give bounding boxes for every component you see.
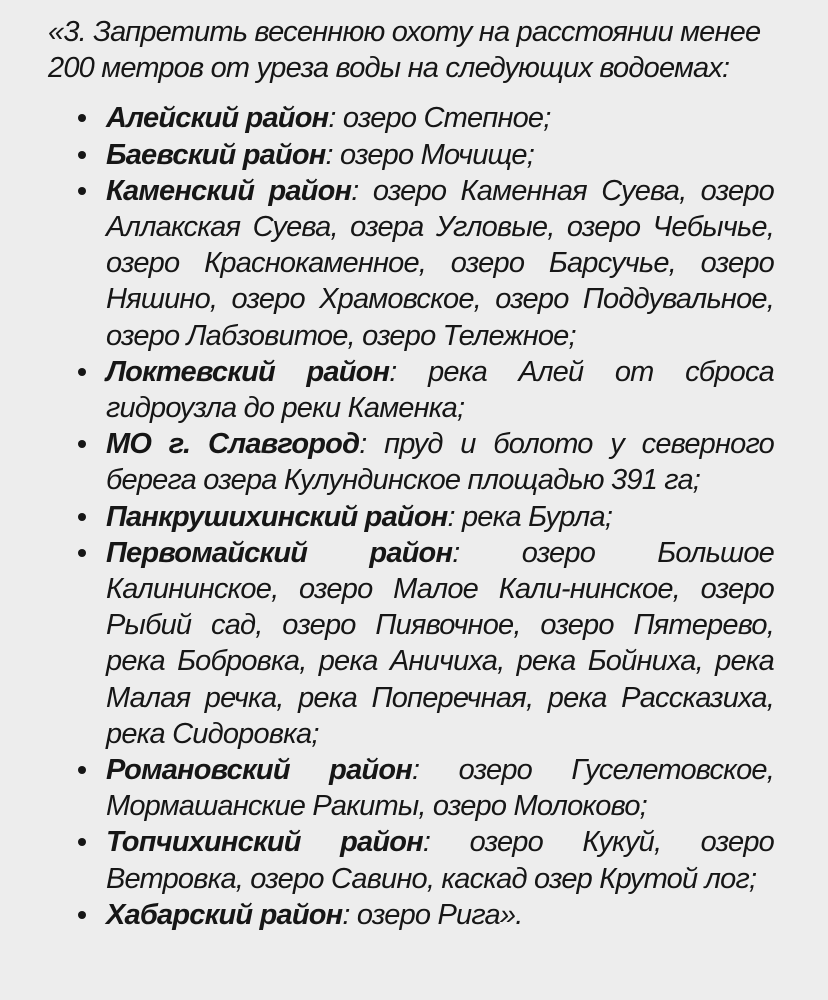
list-item bbox=[48, 426, 774, 498]
list-item bbox=[48, 752, 774, 824]
district-name: Каменский район bbox=[106, 174, 352, 207]
district-waters: : озеро Степное; bbox=[328, 102, 551, 135]
district-waters: : озеро Каменная Суева, озеро Аллакская Суева, озера Угловые, озеро Чебычье, озеро Краснокаменное, озеро Барсучье, озеро Няшино, озеро Храмовское, озеро Поддувальное, озеро Лабзовитое, озеро Тележное; bbox=[106, 174, 775, 352]
district-list bbox=[48, 100, 774, 933]
district-name: МО г. Славгород bbox=[106, 428, 360, 461]
list-item bbox=[48, 535, 774, 752]
intro-paragraph: «3. Запретить весеннюю охоту на расстоянии менее 200 метров от уреза воды на следующих водоемах: bbox=[48, 16, 761, 85]
bullet-icon bbox=[78, 440, 86, 448]
district-waters: : озеро Рига». bbox=[342, 898, 523, 931]
district-waters: : река Алей от сброса гидроузла до реки Каменка; bbox=[106, 355, 774, 425]
district-name: Топчихинский район bbox=[106, 826, 423, 859]
district-waters: : река Бурла; bbox=[447, 500, 613, 533]
district-waters: : озеро Мочище; bbox=[325, 138, 534, 171]
bullet-icon bbox=[78, 549, 86, 557]
bullet-icon bbox=[78, 911, 86, 919]
bullet-icon bbox=[78, 513, 86, 521]
district-name: Панкрушихинский район bbox=[106, 500, 448, 533]
bullet-icon bbox=[78, 114, 86, 122]
district-name: Локтевский район bbox=[106, 355, 390, 388]
bullet-icon bbox=[78, 368, 86, 376]
district-name: Романовский район bbox=[106, 754, 412, 787]
district-waters: : пруд и болото у северного берега озера Кулундинское площадью 391 га; bbox=[106, 428, 774, 497]
district-name: Алейский район bbox=[106, 102, 329, 135]
list-item bbox=[48, 137, 774, 173]
district-waters: : озеро Большое Калининское, озеро Малое Кали-нинское, озеро Рыбий сад, озеро Пиявочное, озеро Пятерево, река Бобровка, река Аничиха, река Бойниха, река Малая речка, река Поперечная, река Рассказиха, река Сидоровка; bbox=[106, 536, 774, 750]
district-name: Хабарский район bbox=[106, 898, 343, 931]
list-item bbox=[48, 824, 774, 896]
bullet-icon bbox=[78, 838, 86, 846]
list-item bbox=[48, 897, 774, 933]
district-waters: : озеро Гуселетовское, Мормашанские Ракиты, озеро Молоково; bbox=[106, 754, 774, 823]
list-item bbox=[48, 354, 774, 426]
list-item bbox=[48, 173, 774, 354]
bullet-icon bbox=[78, 766, 86, 774]
bullet-icon bbox=[78, 151, 86, 159]
district-name: Первомайский район bbox=[106, 536, 453, 569]
list-item bbox=[48, 499, 774, 535]
bullet-icon bbox=[78, 187, 86, 195]
list-item bbox=[48, 100, 774, 136]
district-name: Баевский район bbox=[106, 138, 326, 171]
district-waters: : озеро Кукуй, озеро Ветровка, озеро Савино, каскад озер Крутой лог; bbox=[106, 826, 774, 895]
